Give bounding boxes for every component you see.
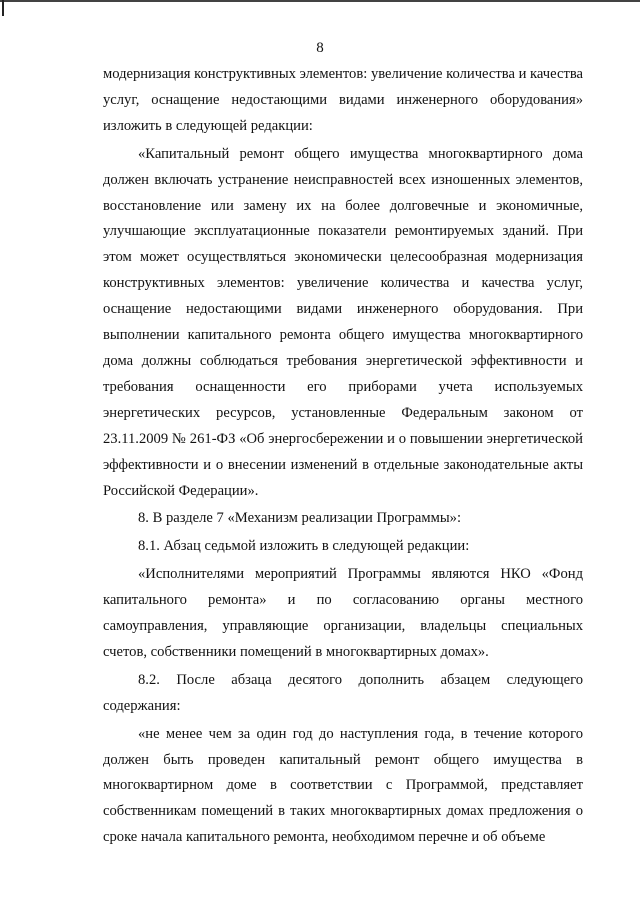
paragraph-quote-one-year: «не менее чем за один год до наступления года, в течение которого должен быть проведен капитальный ремонт общего имущества в многоквартирном доме в соответствии с Программой, представляет собственникам помещений в таких многоквартирных домах предложения о сроке начала капитального ремонта, необходимом перечне и об объеме [103, 725, 583, 846]
page-number: 8 [316, 40, 324, 56]
paragraph-continuation: модернизация конструктивных элементов: увеличение количества и качества услуг, оснащение недостающими видами инженерного оборудования» изложить в следующей редакции: [103, 66, 584, 134]
paragraph-item-8-2: 8.2. После абзаца десятого дополнить абзацем следующего содержания: [103, 671, 583, 714]
scan-edge-mark [2, 0, 4, 16]
top-border-line [0, 0, 640, 6]
paragraph-quote-capital-repair: «Капитальный ремонт общего имущества многоквартирного дома должен включать устранение неисправностей всех изношенных элементов, восстановление или замену их на более долговечные и экономичные, улучшающие эксплуатационные показатели ремонтируемых зданий. При этом может осуществляться экономически целесообразная модернизация конструктивных элементов: увеличение количества и качества услуг, оснащение недостающими видами инженерного оборудования. При выполнении капитального ремонта общего имущества многоквартирного дома должны соблюдаться требования энергетической эффективности и требования оснащенности его приборами учета используемых энергетических ресурсов, установленные Федеральным законом от 23.11.2009 № 261-ФЗ «Об энергосбережении и о повышении энергетической эффективности и о внесении изменений в отдельные законодательные акты Российской Федерации». [103, 145, 583, 499]
paragraph-item-8-1: 8.1. Абзац седьмой изложить в следующей редакции: [138, 538, 470, 555]
document-body [103, 62, 583, 851]
paragraph-section-8: 8. В разделе 7 «Механизм реализации Программы»: [138, 510, 462, 527]
paragraph-quote-executors: «Исполнителями мероприятий Программы являются НКО «Фонд капитального ремонта» и по согласованию органы местного самоуправления, управляющие организации, владельцы специальных счетов, собственники помещений в многоквартирных домах». [103, 566, 583, 660]
